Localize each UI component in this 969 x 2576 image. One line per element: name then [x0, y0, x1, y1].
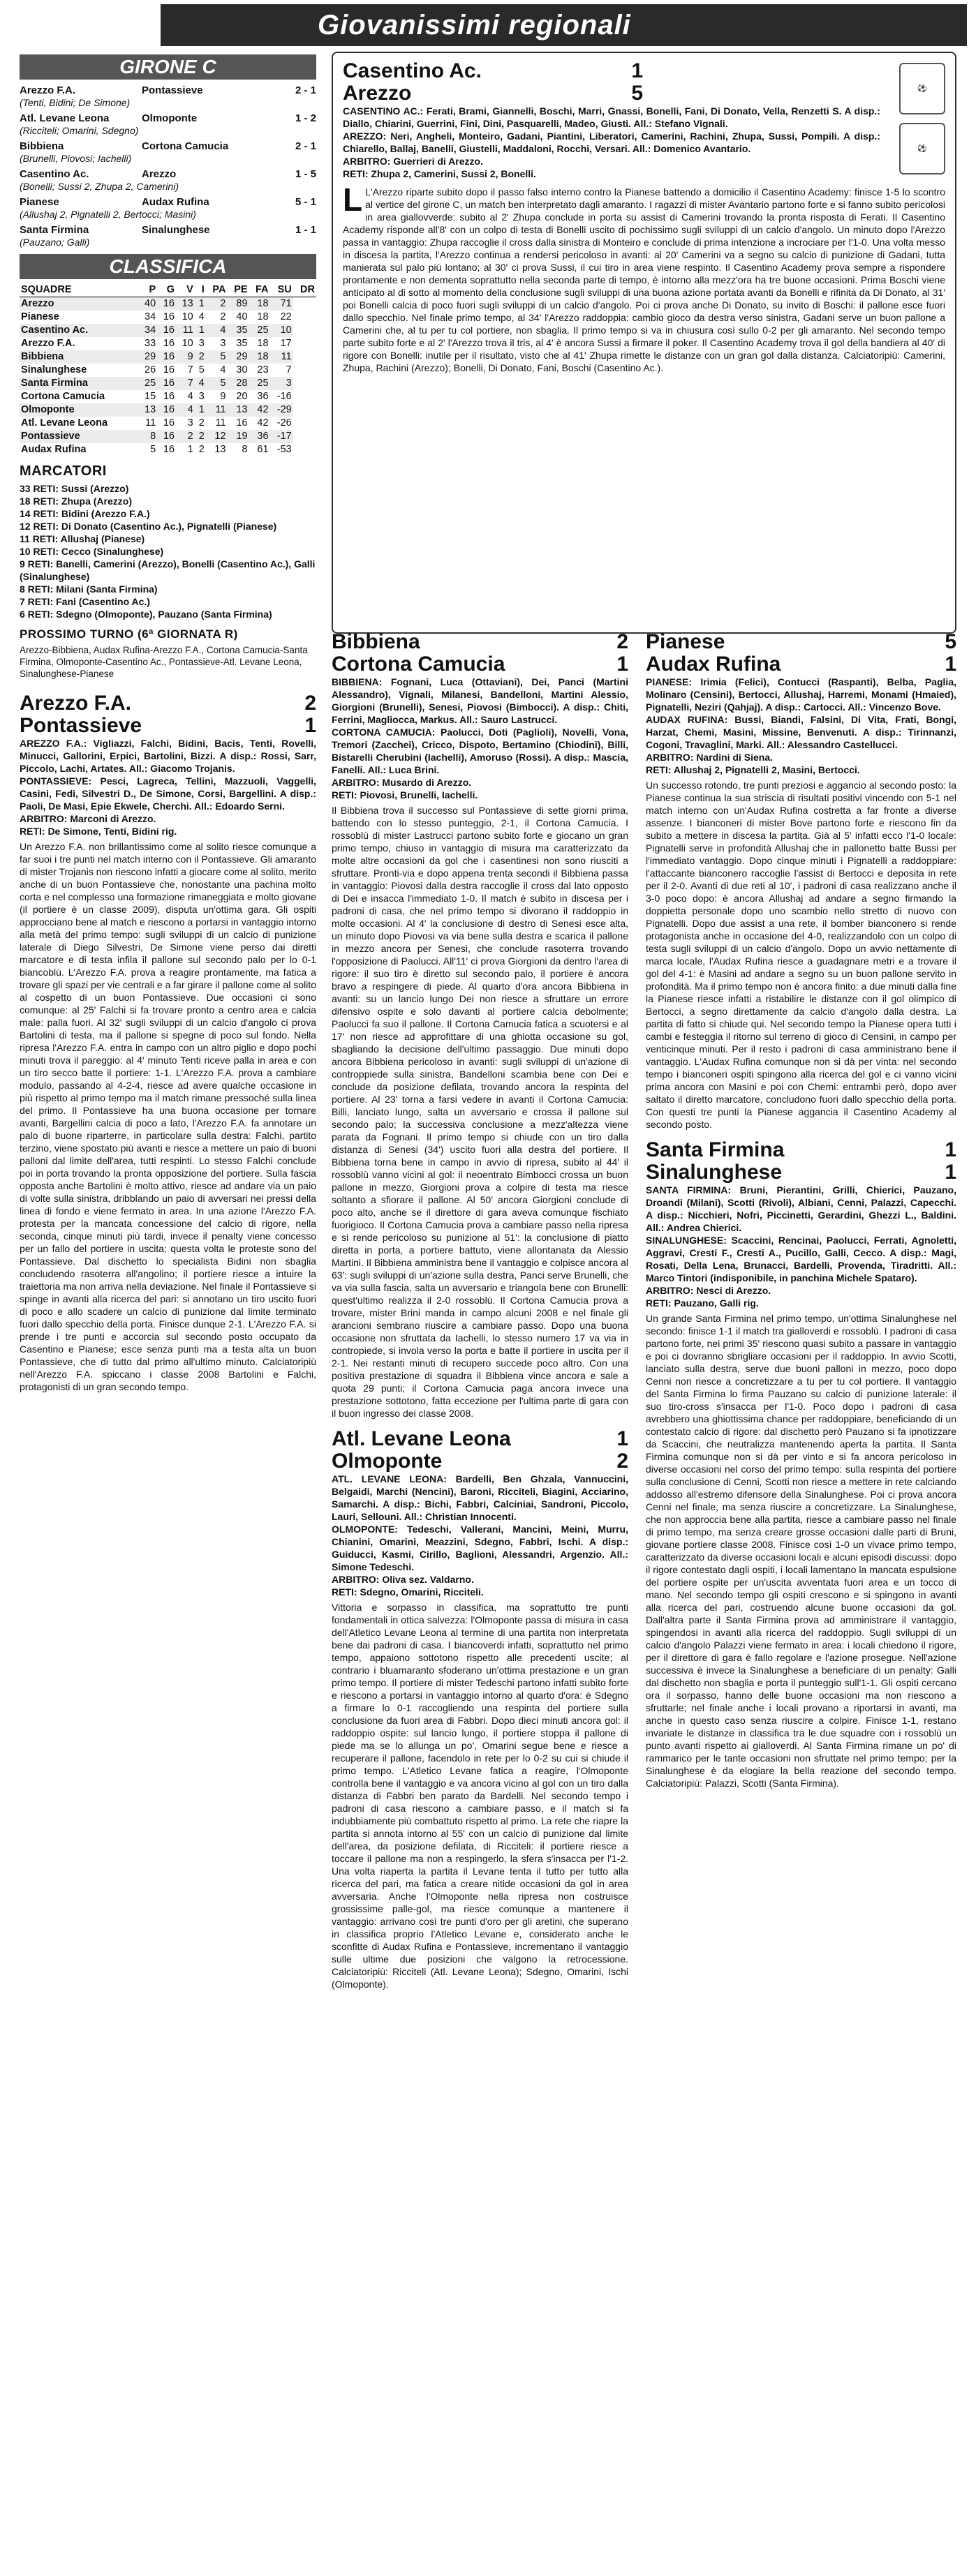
- standings-cell: -53: [276, 444, 292, 455]
- standings-cell: 16: [157, 430, 176, 443]
- standings-header-cell: PE: [228, 283, 249, 297]
- standings-cell: 61: [257, 444, 269, 455]
- standings-row: [20, 417, 316, 430]
- scorer-line: 9 RETI: Banelli, Camerini (Arezzo), Bonelli (Casentino Ac.), Galli (Sinalunghese): [20, 558, 316, 582]
- result-row: [20, 167, 316, 181]
- girone-title: GIRONE C: [20, 54, 316, 80]
- result-score: 2 - 1: [295, 140, 316, 152]
- standings-cell: 10: [182, 338, 193, 349]
- scorer-line: 11 RETI: Allushaj (Pianese): [20, 533, 145, 544]
- standings-cell: 16: [163, 311, 175, 322]
- result-score: 5 - 1: [295, 196, 316, 208]
- standings-cell: 16: [157, 324, 176, 337]
- standings-cell: 11: [270, 350, 293, 364]
- scorer-line: 8 RETI: Milani (Santa Firmina): [20, 583, 158, 595]
- standings-cell: 18: [249, 297, 270, 311]
- standings-header-cell: PA: [206, 283, 228, 297]
- standings-row: [20, 430, 316, 443]
- away-goals: 5: [631, 82, 643, 105]
- marcatori-title: MARCATORI: [20, 463, 107, 479]
- match-article: Il Bibbiena trova il successo sul Pontassieve di sette giorni prima, battendo con lo stesso punteggio, 2-1, il Cortona Camucia. I rossoblù di mister Lastrucci partono subito forte e giocano un gran primo tempo, chiuso in vantaggio di misura ma caratterizzato da molte altre occasioni da gol che i casentinesi non sono riusciti a sfruttare. Pronti-via e dopo appena trenta secondi il Bibbiena passa in vantaggio: Piovosi dalla destra raccoglie il cross dal lato opposto di Dei e insacca l'immediato 1-0. Il match è subito in discesa per i padroni di casa, che nel primo tempo si divorano il raddoppio in molte occasioni. Al 4' la conclusione di destro di Senesi esce alta, un minuto dopo Piovosi va via bene sulla destra e scarica il pallone in mezzo ancora per Senesi, che conclude rasoterra trovando l'opposizione di Paolucci. All'11' ci prova Giorgioni da dentro l'area di rigore: il suo tiro è diretto sul secondo palo, il portiere è ancora bravo a respingere di piede. Al quarto d'ora ancora Bibbiena in avanti: su un lancio lungo Dei non riesce a sfruttare un errore difensivo ospite e solo davanti al portiere calcia debolmente; Paolucci fa suo il pallone. Il Cortona Camucia fatica a scuotersi e al 17' non riesce ad approfittare di una ghiotta occasione su gol, sbagliando la decisione dell'ultimo passaggio. Due minuti dopo ancora Bibbiena pericoloso in avanti: sugli sviluppi di un'azione di controppiede sulla sinistra, Bandelloni scambia bene con Dei e conclude da posizione defilata, trovando ancora la respinta del portiere. Al 23' torna a farsi vedere in avanti il Cortona Camucia: Billi, lanciato lungo, salta un avversario e crossa il pallone sul secondo palo; la successiva conclusione a mezz'altezza viene parata da Fognani. Il primo tempo si chiude con un tiro dalla distanza di Senesi (34') uscito fuori alla destra del portiere. Il Bibbiena torna bene in campo in avvio di ripresa, subito al 44' il rossoblù vanno vicini al gol: il neoentrato Bimbocci crossa un buon pallone in mezzo, Giorgioni prova a colpire di testa ma riesce soltanto a sfiorare il pallone. Al 50' ancora Giorgioni conclude di poco alto, anche se il direttore di gara aveva comunque fischiato fuorigioco. Il Cortona Camucia prova a cambiare passo nella ripresa e si rende pericoloso su punizione al 51': la conclusione di piatto diretta in porta, a portiere battuto, viene allontanata da Alessio Martini. Il Bibbiena amministra bene il vantaggio e colpisce ancora al 63': sugli sviluppi di un'azione sulla destra, Panci serve Brunelli, che va via sulla fascia, salta un avversario e triangola bene con Brunelli: quest'ultimo realizza il 2-0 rossoblù. Il Cortona Camucia prova a trovare, mister Brini manda in campo alcuni 2008 e nel finale gli arancioni sembrano riuscire a cambiare passo. Dopo una buona occasione non sfruttata da Iachelli, lo stesso numero 17 va via in contropiede, si invola verso la porta e batte il portiere in uscita per il 2-1. Nei restanti minuti di recupero succede poco altro. Con una positiva prestazione di squadra il Bibbiena vince ancora e sale a quota 29 punti; il Cortona Camucia paga ancora invece una prestazione sottotono, fatta eccezione per l'ultima parte di gara con il buon ingresso dei classe 2008.: [332, 805, 628, 1419]
- home-goals: 1: [945, 1138, 956, 1161]
- standings-cell: 13: [228, 403, 249, 417]
- lineups: SANTA FIRMINA: Bruni, Pierantini, Grilli, Chierici, Pauzano, Droandi (Milani), Scotti (Rivoli), Albiani, Cenni, Palazzi, Capecchi. A disp.: Nicchieri, Nofri, Piccinetti, Gerardini, Ghezzi L., Baldini. All.: Andrea Chierici. SINALUNGHESE: Scaccini, Rencinai, Paolucci, Ferrati, Agnoletti, Aggravi, Cresti F., Cresti A., Pucillo, Galli, Cecco. A disp.: Magi, Rosati, Della Lena, Brunacci, Bardelli, Provenda, Tiradritti. All.: Marco Tintori (indisponibile, in panchina Michele Spataro). ARBITRO: Nesci di Arezzo. RETI: Pauzano, Galli rig.: [646, 1184, 956, 1309]
- result-scorers: (Allushaj 2, Pignatelli 2, Bertocci; Masini): [20, 209, 196, 220]
- standings-cell: 89: [228, 297, 249, 311]
- standings-cell: 16: [157, 377, 176, 390]
- standings-cell: 34: [138, 324, 157, 337]
- lineups: BIBBIENA: Fognani, Luca (Ottaviani), Dei, Panci (Martini Alessandro), Vignali, Milanesi, Bandelloni, Martini Alessio, Giorgioni (Brunelli), Senesi, Piovosi (Bimbocci). A disp.: Chiti, Ferrini, Magliocca, Markus. All.: Sauro Lastrucci. CORTONA CAMUCIA: Paolucci, Doti (Paglioli), Novelli, Vona, Tremori (Zacchei), Cricco, Dispoto, Bertamino (Chiodini), Billi, Bistarelli Cherubini (Iachelli), Amoruso (Rossi). A disp.: Mascia, Fanelli. All.: Luca Brini. ARBITRO: Musardo di Arezzo. RETI: Piovosi, Brunelli, Iachelli.: [332, 676, 628, 801]
- result-away: Arezzo: [142, 168, 177, 180]
- lineups: PIANESE: Irimia (Felici), Contucci (Raspanti), Belba, Paglia, Molinaro (Censini), Bertocci, Allushaj, Harremi, Monami (Hmaied), Pignatelli, Neziri (Qahjaj). A disp.: Cartocci. All.: Vincenzo Bove. AUDAX RUFINA: Bussi, Biandi, Falsini, Di Vita, Frati, Bongi, Harzat, Chemi, Masini, Missine, Benvenuti. A disp.: Tirinnanzi, Cogoni, Travaglini, Marki. All.: Alessandro Castellucci. ARBITRO: Nardini di Siena. RETI: Allushaj 2, Pignatelli 2, Masini, Bertocci.: [646, 676, 956, 775]
- standings-cell: 42: [249, 403, 270, 417]
- standings-cell: Arezzo F.A.: [21, 338, 75, 349]
- standings-cell: 15: [145, 391, 156, 402]
- classifica-title: CLASSIFICA: [20, 254, 316, 279]
- home-team: Atl. Levane Leona: [332, 1427, 511, 1450]
- standings-cell: 3: [198, 391, 205, 402]
- match-casentino: [332, 52, 956, 634]
- drop-cap: L: [343, 181, 363, 218]
- scorer-line: 14 RETI: Bidini (Arezzo F.A.): [20, 508, 150, 519]
- standings-cell: 22: [280, 311, 292, 322]
- standings-cell: 4: [187, 391, 193, 402]
- standings-cell: 4: [206, 324, 228, 337]
- right-area: [332, 52, 956, 1990]
- standings-row: [20, 350, 316, 364]
- standings-cell: 20: [236, 391, 248, 402]
- standings-cell: 16: [157, 350, 176, 364]
- standings-row: [20, 364, 316, 377]
- standings-header-cell: SU: [270, 283, 293, 297]
- standings-cell: 16: [163, 338, 175, 349]
- result-score: 1 - 1: [295, 224, 316, 236]
- prossimo-title: PROSSIMO TURNO (6ª GIORNATA R): [20, 627, 238, 641]
- match-away-row: [332, 1450, 628, 1473]
- standings-cell: 18: [257, 311, 269, 322]
- home-team: Arezzo F.A.: [20, 692, 132, 715]
- standings-cell: 36: [249, 430, 270, 443]
- standings-cell: 12: [206, 430, 228, 443]
- lineups: AREZZO F.A.: Vigliazzi, Falchi, Bidini, Bacis, Tenti, Rovelli, Minucci, Gallorini, Erpici, Bartolini, Bizzi. A disp.: Rossi, Sarr, Piccolo, Lachi, Artates. All.: Giacomo Trojanis. PONTASSIEVE: Pesci, Lagreca, Tellini, Mazzuoli, Vaggelli, Casini, Fedi, Silvestri D., De Simone, Corsi, Bargellini. A disp.: Paoli, De Masi, Epie Ekwele, Cherchi. All.: Edoardo Serni. ARBITRO: Marconi di Arezzo. RETI: De Simone, Tenti, Bidini rig.: [20, 738, 316, 837]
- standings-cell: 16: [163, 364, 175, 375]
- result-score: 1 - 2: [295, 112, 316, 124]
- standings-cell: 42: [257, 417, 269, 429]
- standings-cell: Atl. Levane Leona: [21, 417, 108, 429]
- home-goals: 1: [616, 1427, 628, 1450]
- standings-cell: 2: [198, 417, 205, 429]
- standings-cell: 5: [206, 377, 228, 390]
- standings-cell: 4: [198, 311, 205, 322]
- match-home-row: [343, 60, 643, 82]
- standings-cell: Cortona Camucia: [21, 391, 105, 402]
- standings-cell: 5: [198, 364, 205, 375]
- middle-column: [332, 631, 628, 1990]
- standings-cell: 16: [236, 417, 248, 429]
- standings-cell: 11: [145, 417, 156, 429]
- result-home: Pianese: [20, 196, 59, 208]
- standings-cell: 1: [195, 403, 206, 417]
- result-home: Casentino Ac.: [20, 168, 89, 180]
- match-home-row: [332, 631, 628, 653]
- standings-row: [20, 324, 316, 337]
- match-article: Un grande Santa Firmina nel primo tempo, un'ottima Sinalunghese nel secondo: finisce 1-1 il match tra gialloverdi e rossoblù. I padroni di casa partono forte, nei primi 35' riescono quasi subito a passare in vantaggio e poi ci dovranno sbrigliare occasioni per il raddoppio. In avvio Scotti, lanciato sulla destra, serve due buoni palloni in mezzo, poco dopo Cenni non riesce a concretizzare a tu per tu col portiere. Il vantaggio del Santa Firmina lo firma Pauzano su calcio di punizione laterale: il suo tiro-cross s'insacca per l'1-0. Poco dopo i padroni di casa avrebbero una ghiottissima chance per raddoppiare, beneficiando di un contestato calcio di rigore: dal dischetto però Pauzano si fa ipnotizzare da Scaccini, che neutralizza mantenendo aperta la partita. Il Santa Firmina comunque non si dà per vinto e si fa ancora pericoloso in diverse occasioni nel corso del primo tempo: sulla respinta del portiere sulla conclusione di Cenni, Scotti non riesce a mettere in rete calciando addosso all'estremo difensore della Sinalunghese. Poi ci prova ancora Cenni nel finale, ma senza riuscire a concretizzare. La Sinalunghese, che non approccia bene alla partita, riesce a cambiare passo nel finale di primo tempo, ma senza creare grosse occasioni dalle parti di Bruni, giovane portiere classe 2008. Finisce così 1-0 un vivace primo tempo, caratterizzato da diverse occasioni locali e alcuni episodi discussi: dopo il rigore contestato dagli ospiti, i locali lamentano la mancata espulsione del portiere ospite per un'uscita avventata fuori area e un tocco di mano. Nel secondo tempo gli ospiti crescono e si spingono in avanti alla ricerca del pari, costruendo alcune buone occasioni da gol. Dall'altra parte il Santa Firmina prova ad amministrare il vantaggio, spingendosi in avanti alla ricerca del raddoppio. Sugli sviluppi di un calcio d'angolo Palazzi viene fermato in area: i locali chiedono il rigore, per il direttore di gara è fallo regolare e l'azione prosegue. Nell'azione successiva è invece la Sinalunghese a beneficiare di un penalty: Galli dal dischetto non sbaglia e porta il punteggio sull'1-1. Gli ospiti cercano ora il sorpasso, hanno delle buone occasioni ma non riescono a sfruttarle; nel finale anche i locali provano a riportarsi in avanti, ma anche in questo caso senza riuscire a colpire. Finisce 1-1, restano invariate le distanze in classifica tra le due squadre con i rossoblù un punto avanti rispetto ai gialloverdi. Al Santa Firmina rimane un po' di rammarico per le tante occasioni non sfruttate nel primo tempo; per la Sinalunghese è da elogiare la bella reazione del secondo tempo. Calciatoripiù: Palazzi, Scotti (Santa Firmina).: [646, 1313, 956, 1789]
- result-scorers: (Tenti, Bidini; De Simone): [20, 97, 131, 108]
- standings-cell: 18: [249, 350, 270, 364]
- standings-cell: 25: [249, 377, 270, 390]
- match-home-row: [20, 692, 316, 715]
- standings-cell: 1: [187, 444, 193, 455]
- standings-cell: 4: [220, 364, 226, 375]
- standings-cell: 16: [157, 297, 176, 311]
- standings-cell: 29: [138, 350, 157, 364]
- standings-header-cell: SQUADRE: [20, 283, 138, 297]
- match-article: [343, 181, 945, 374]
- result-row: [20, 140, 316, 153]
- match-arezzofa: [20, 692, 316, 1393]
- standings-cell: 16: [157, 403, 176, 417]
- match-home-row: [646, 631, 956, 653]
- away-team: Olmoponte: [332, 1450, 443, 1473]
- home-team: Pianese: [646, 630, 725, 653]
- home-team: Santa Firmina: [646, 1138, 785, 1161]
- standings-header-cell: DR: [293, 283, 316, 297]
- result-home: Atl. Levane Leona: [20, 112, 110, 124]
- away-team: Arezzo: [343, 82, 412, 105]
- standings-cell: 4: [195, 377, 206, 390]
- match-away-row: [332, 653, 628, 676]
- standings-row: [20, 377, 316, 390]
- match-away-row: [343, 82, 643, 105]
- standings-cell: 40: [236, 311, 248, 322]
- away-goals: 1: [945, 653, 956, 676]
- standings-cell: 7: [187, 364, 193, 375]
- result-away: Pontassieve: [142, 84, 203, 96]
- standings-cell: 33: [145, 338, 156, 349]
- result-away: Cortona Camucia: [142, 140, 229, 152]
- standings-cell: 2: [206, 297, 228, 311]
- standings-cell: 25: [249, 324, 270, 337]
- match-article: Vittoria e sorpasso in classifica, ma soprattutto tre punti fondamentali in ottica salvezza: l'Olmoponte passa di misura in casa dell'Atletico Levane Leona al termine di una partita non interpretata bene dai padroni di casa. I biancoverdi infatti, soprattutto nel primo tempo, appaiono sottotono rispetto alle precedenti uscite; al contrario i bluamaranto sfoderano un'ottima prestazione e un gran primo tempo. Il portiere di mister Tedeschi partono infatti subito forte e riescono a portarsi in vantaggio intorno al quarto d'ora: è Sdegno a firmare lo 0-1 raccogliendo una respinta del portiere sulla conclusione da fuori area di Fabbri. Dopo dieci minuti ancora gol: il raddoppio ospite: sul lancio lungo, il portiere stoppa il pallone di piede ma se lo allunga un po', Omarini segue bene e riesce a recuperare il pallone, facendolo in rete per lo 0-2 su cui si chiude il primo tempo. L'Atletico Levane fatica a reagire, l'Olmoponte controlla bene il vantaggio e va ancora vicino al gol con un tiro dalla distanza di Fabbri ben parato da Bardelli. Nel secondo tempo i padroni di casa riescono a cambiare passo, e il match si fa indubbiamente più combattuto rispetto al primo. La rete che riapre la partita si annota intorno al 55' con un calcio di punizione dal limite dell'area, da posizione defilata, di Ricciteli: il portiere riesce a toccare il pallone ma non a respingerlo, la sfera s'insacca per l'1-2. Una volta riaperta la partita il Levane tenta il tutto per tutto alla ricerca del pari, ma fatica a creare nitide occasioni da gol in area avversaria. Anche l'Olmoponte nella ripresa non costruisce grossissime palle-gol, ma riesce comunque a mantenere il vantaggio: arrivano così tre punti d'oro per gli aretini, che superano in classifica proprio l'Atletico Levane e, considerato anche le sconfitte di Audax Rufina e Pontassieve, incrementano il vantaggio sulle ultime due posizioni che valgono la retrocessione. Calciatoripiù: Ricciteli (Atl. Levane Leona); Sdegno, Omarini, Ischi (Olmoponte).: [332, 1602, 628, 1990]
- home-team: Casentino Ac.: [343, 59, 482, 82]
- standings-header-cell: G: [157, 283, 176, 297]
- match-pianese: [646, 631, 956, 1131]
- away-team: Pontassieve: [20, 714, 142, 737]
- casentino-crest-icon: ⚽: [899, 63, 945, 114]
- standings-cell: 71: [270, 297, 293, 311]
- standings-cell: -17: [270, 430, 293, 443]
- standings-header-cell: I: [195, 283, 206, 297]
- result-row: [20, 112, 316, 125]
- away-team: Audax Rufina: [646, 653, 781, 676]
- standings-cell: 13: [176, 297, 195, 311]
- standings-cell: 7: [176, 377, 195, 390]
- match-bibbiena: [332, 631, 628, 1420]
- standings-cell: 2: [176, 430, 195, 443]
- scorer-line: 10 RETI: Cecco (Sinalunghese): [20, 546, 164, 557]
- result-away: Olmoponte: [142, 112, 198, 124]
- standings-cell: Arezzo: [20, 297, 138, 311]
- standings-cell: 19: [228, 430, 249, 443]
- result-scorers: (Bonelli; Sussi 2, Zhupa 2, Camerini): [20, 181, 179, 192]
- standings-cell: 16: [163, 444, 175, 455]
- home-goals: 2: [616, 630, 628, 653]
- standings-cell: -16: [276, 391, 292, 402]
- standings-row: [20, 337, 316, 350]
- standings-cell: 40: [138, 297, 157, 311]
- standings-cell: 3: [198, 338, 205, 349]
- lineups: CASENTINO AC.: Ferati, Brami, Giannelli, Boschi, Marri, Gnassi, Bonelli, Fani, Di Donato, Vella, Renzetti S. A disp.: Diallo, Chiarini, Guerrini, Fini, Dini, Pasquarelli, Madeo, Giusti. All.: Stefano Vignali. AREZZO: Neri, Angheli, Monteiro, Gadani, Piantini, Liberatori, Camerini, Rachini, Zhupa, Sussi, Pompili. A disp.: Chiarello, Ballaj, Banelli, Giustelli, Maddaloni, Rocchi, Versari. All.: Domenico Avantario. ARBITRO: Guerrieri di Arezzo. RETI: Zhupa 2, Camerini, Sussi 2, Bonelli.: [343, 105, 880, 179]
- standings-cell: 3: [187, 417, 193, 429]
- result-away: Audax Rufina: [142, 196, 209, 208]
- standings-cell: 35: [228, 324, 249, 337]
- standings-row: [20, 297, 316, 311]
- away-team: Cortona Camucia: [332, 653, 505, 676]
- match-levane: [332, 1428, 628, 1990]
- match-away-row: [646, 653, 956, 676]
- prossimo-text: Arezzo-Bibbiena, Audax Rufina-Arezzo F.A., Cortona Camucia-Santa Firmina, Olmoponte-Casentino Ac., Pontassieve-Atl. Levane Leona, Sinalunghese-Pianese: [20, 645, 308, 679]
- section-banner: Giovanissimi regionali: [161, 4, 967, 46]
- standings-cell: -26: [276, 417, 292, 429]
- standings-cell: 17: [280, 338, 292, 349]
- scorer-line: 18 RETI: Zhupa (Arezzo): [20, 496, 133, 507]
- standings-cell: 16: [163, 417, 175, 429]
- standings-cell: 10: [182, 311, 193, 322]
- scorers-list: [20, 482, 316, 620]
- standings-cell: 9: [176, 350, 195, 364]
- result-score: 1 - 5: [295, 168, 316, 180]
- standings-row: [20, 311, 316, 324]
- standings-cell: Pianese: [21, 311, 59, 322]
- standings-cell: 25: [138, 377, 157, 390]
- home-goals: 1: [631, 59, 643, 82]
- standings-cell: 34: [145, 311, 156, 322]
- result-row: [20, 223, 316, 237]
- article-text: L'Arezzo riparte subito dopo il passo falso interno contro la Pianese battendo a domicilio il Casentino Academy: finisce 1-5 lo scontro al vertice del girone C, un match ben interpretato dagli amaranto. I ragazzi di mister Avantario partono forte e si fanno subito pericolosi in area giallovverde: subito al 2' Zhupa conclude in porta su assist di Camerini trovando la pronta risposta di Ferati. Il Casentino Academy risponde all'8' con un colpo di testa di Bonelli uscito di pochissimo sugli sviluppi di un calcio d'angolo. Un minuto dopo l'Arezzo passa in vantaggio: Zhupa raccoglie il cross dalla sinistra di Monteiro e conclude di prima intenzione a incrociare per l'1-0. Una volta messo in discesa la partita, l'Arezzo continua a rendersi pericoloso in avanti: al 20' Camerini va a segno su calcio di punizione di Gadani, tutta manierata sul palo più lontano; al 30' ci prova Sussi, il cui tiro in area viene respinto. Il Casentino Academy prova sempre a rispondere prontamente e non dementa soprattutto nella seconda parte di tempo, è intorno alla mezz'ora ha tre buone occasioni. Prima Boschi viene anticipato al di sotto al momento della conclusione sugli sviluppi di una buona azione portata avanti da Bonelli e rifinita da Di Donato, al 31' poi Bonelli calcia di poco fuori sugli sviluppi di un calcio d'angolo. Poi ci prova anche Di Donato, su invito di Boschi: il pallone esce fuori dallo specchio. Nel finale primo tempo, al 34' l'Arezzo raddoppia: cambio gioco da destra verso sinistra, Gadani serve un buon pallone a Camerini che, al tu per tu col portiere, non sbaglia. Il primo tempo si va in chiusura così sullo 0-2 per gli amaranto. Nel secondo tempo parte subito forte e al 2' l'Arezzo trova il tris, al 4' è ancora Sussi a firmare il poker. Il Casentino Academy trova il gol della bandiera al 40' di rigore con Bonelli: inutile per il risultato, visto che al 41' Zhupa rimette le distanze con un gran gol dalla distanza. Calciatoripiù: Camerini, Zhupa, Rachini (Arezzo); Bonelli, Di Donato, Fani, Boschi (Casentino Ac.).: [343, 186, 945, 373]
- standings-cell: 2: [220, 311, 226, 322]
- standings-cell: Bibbiena: [20, 350, 138, 364]
- standings-cell: 1: [195, 297, 206, 311]
- standings-cell: 11: [176, 324, 195, 337]
- standings-cell: 29: [228, 350, 249, 364]
- standings-cell: Audax Rufina: [21, 444, 87, 455]
- standings-cell: 8: [242, 444, 248, 455]
- match-home-row: [646, 1139, 956, 1161]
- result-scorers: (Brunelli, Piovosi; Iachelli): [20, 153, 132, 164]
- match-away-row: [20, 715, 316, 737]
- lineups: ATL. LEVANE LEONA: Bardelli, Ben Ghzala, Vannuccini, Belgaidi, Marchi (Nencini), Baroni, Ricciteli, Biagini, Acciarino, Samarchi. A disp.: Bichi, Fabbri, Calciniai, Sandroni, Piccolo, Lauri, Sellouni. All.: Christian Innocenti. OLMOPONTE: Tedeschi, Vallerani, Mancini, Meini, Murru, Chianini, Omarini, Meazzini, Sdegno, Fabbri, Ischi. A disp.: Guiducci, Kasmi, Cirillo, Baglioni, Alessandri, Argenzio. All.: Simone Tedeschi. ARBITRO: Oliva sez. Valdarno. RETI: Sdegno, Omarini, Ricciteli.: [332, 1473, 628, 1598]
- match-article: Un Arezzo F.A. non brillantissimo come al solito riesce comunque a far suoi i tre punti nel match interno con il Pontassieve. Gli amaranto di mister Trojanis non riescono infatti a giocare come al solito, merito anche di un buon Pontassieve che, nonostante una pachina molto corta e nel complesso una formazione rimaneggiata e molto giovane (il portiere è un classe 2009), disputa un'ottima gara. Gli ospiti approcciano bene al match e riescono a portarsi in vantaggio intorno alla metà del primo tempo: sugli sviluppi di un calcio di punizione laterale di Diego Silvestri, De Simone viene perso dai diretti marcatore e di testa infila il pallone sul secondo palo per lo 0-1 biancoblù. L'Arezzo F.A. prova a reagire prontamente, ma fatica a trovare gli spazi per vie centrali e a far girare il pallone come al solito al cospetto di un buon Pontassieve. Due occasioni ci sono comunque: al 25' Falchi si fa trovare pronto a centro area e calcia male: palla fuori. Al 32' sugli sviluppi di un calcio d'angolo ci prova Bartolini di testa, ma il pallone si spegne di poco sul fondo. Nella ripresa l'Arezzo F.A. entra in campo con un altro piglio e dopo pochi minuti trova il pareggio: al 4' minuto Tenti riceve palla in area e con un tiro secco batte il portiere: 1-1. L'Arezzo F.A. prova a cambiare modulo, passando al 4-2-4, riesce ad avere qualche occasione in più rispetto al primo tempo ma il match rimane pressoché sulla linea del primo. Il Pontassieve ha una buona occasione per tornare avanti, Bargellini calcia di poco a lato, l'Arezzo F.A. fa annotare un palo di buone riparterre, in particolare sulla destra: Falchi, partito terzino, viene spostato più avanti e riesce a mettere un paio di buoni palloni dal limite dell'area, tutti respinti. Lo stesso Falchi conclude poi in porta trovando la pronta opposizione del portiere. Sulla fascia opposta anche Bartolini è molto attivo, riesce ad andare via un paio di volte sulla sinistra, dribblando un paio di avversari nei pressi della linea di fondo e viene fermato in area. In una azione l'Arezzo F.A. protesta per la mancata concessione del calcio di rigore, nella seconda, cinque minuti più tardi, invece il penalty viene concesso per un fallo del portiere in uscita; questa volta le proteste sono del Pontassieve. Dal dischetto lo specialista Bidini non sbaglia concludendo rasoterra all'angolino; il portiere riesce a intuire la traiettoria ma non arriva nella deviazione. Nel finale il Pontassieve si spinge in avanti alla ricerca del pari: si annotano un tiro uscito fuori di poco e allo scadere un calcio di punizione dal limite terminato fuori dallo specchio della porta. Finisce dunque 2-1. L'Arezzo F.A. si prende i tre punti e accorcia sul secondo posto occupato da Casentino e Pianese; esce senza punti ma a testa alta un buon Pontassieve, che di tutto dal primo all'ultimo minuto. Calciatoripiù nell'Arezzo F.A. spiccano i classe 2008 Bartolini e Falchi, protagonisti di un gran secondo tempo.: [20, 841, 316, 1392]
- home-team: Bibbiena: [332, 630, 420, 653]
- away-goals: 1: [945, 1161, 956, 1184]
- standings-header: [20, 283, 316, 297]
- home-goals: 2: [304, 692, 316, 715]
- standings-cell: 35: [236, 338, 248, 349]
- standings-cell: Sinalunghese: [21, 364, 87, 375]
- right-column: [646, 631, 956, 1789]
- standings-cell: 7: [286, 364, 292, 375]
- standings-cell: 2: [198, 444, 205, 455]
- standings-header-cell: P: [138, 283, 157, 297]
- standings-cell: Santa Firmina: [20, 377, 138, 390]
- standings-cell: -29: [270, 403, 293, 417]
- scorer-line: 7 RETI: Fani (Casentino Ac.): [20, 596, 150, 607]
- standings-cell: 1: [195, 324, 206, 337]
- standings-cell: 11: [215, 417, 226, 429]
- standings-cell: 30: [236, 364, 248, 375]
- away-team: Sinalunghese: [646, 1161, 783, 1184]
- standings-cell: 8: [138, 430, 157, 443]
- standings-row: [20, 390, 316, 403]
- arezzo-crest-icon: ⚽: [899, 123, 945, 174]
- standings-cell: Olmoponte: [20, 403, 138, 417]
- result-scorers: (Pauzano; Galli): [20, 237, 90, 248]
- scorer-line: 6 RETI: Sdegno (Olmoponte), Pauzano (Santa Firmina): [20, 609, 272, 620]
- standings-cell: 23: [257, 364, 269, 375]
- match-away-row: [646, 1161, 956, 1184]
- standings-cell: 13: [138, 403, 157, 417]
- standings-cell: 10: [270, 324, 293, 337]
- standings-cell: 11: [206, 403, 228, 417]
- standings-cell: 26: [145, 364, 156, 375]
- standings-cell: 3: [270, 377, 293, 390]
- standings-row: [20, 443, 316, 456]
- results-list: [20, 84, 316, 248]
- match-article: Un successo rotondo, tre punti preziosi e aggancio al secondo posto: la Pianese continua la sua striscia di risultati positivi vincendo con 5-1 nel match interno con un'Audax Rufina costretta a far fronte a diverse assenze. I bianconeri di mister Bove partono forte e riescono fin da subito a mettere in discesa la partita. Già al 5' infatti ecco l'1-0 locale: Pignatelli serve in profondità Allushaj che in pallonetto batte Bussi per l'immediato vantaggio. Dopo cinque minuti i Pignatelli a raddoppiare: l'attaccante bianconero raccoglie l'assist di Bertocci e deposita in rete per il 2-0. Avanti di due reti al 10', i padroni di casa realizzano anche il 3-0 poco dopo: è ancora Allushaj ad andare a segno firmando la doppietta personale dopo uno scambio nello stretto di nuovo con Pignatelli. Dopo due assist a una rete, il bomber bianconero si rende protagonista anche in occasione del 4-0, realizzandolo con un colpo di testa sugli sviluppi di un calcio d'angolo. Dopo un avvio nettamente di marca locale, l'Audax Rufina riesce a guadagnare metri e a trovare il gol del 4-1: è Masini ad andare a segno su un buon pallone servito in profondità. Ma il primo tempo non è ancora finito: a due minuti dalla fine la Pianese riesce infatti a ristabilire le distanze con il gol olimpico di Bertocci, a segno direttamente da calcio d'angolo dalla destra. La partita di fatto si chiude qui. Nel secondo tempo la Pianese opera tutti i cambi e festeggia il ritorno sul terreno di gioco di Censini, in campo per venticinque minuti. Per il resto i padroni di casa amministrano bene il vantaggio. L'Audax Rufina comunque non si dà per vinta: nel secondo tempo i bianconeri ospiti spingono alla ricerca del gol e ci vanno vicini prima ancora con Masini e poi con Chemi: entrambi però, dopo aver saltato il diretto marcatore, concludono fuori dallo specchio della porta. Con questi tre punti la Pianese aggancia il Casentino Academy al secondo posto.: [646, 780, 956, 1130]
- standings-header-cell: V: [176, 283, 195, 297]
- standings-cell: 2: [195, 350, 206, 364]
- standings-cell: 5: [150, 444, 156, 455]
- standings-row: [20, 403, 316, 417]
- standings-header-cell: FA: [249, 283, 270, 297]
- scorer-line: 12 RETI: Di Donato (Casentino Ac.), Pignatelli (Pianese): [20, 521, 277, 532]
- match-home-row: [332, 1428, 628, 1450]
- result-home: Bibbiena: [20, 140, 64, 152]
- standings-cell: 4: [176, 403, 195, 417]
- match-santafirmina: [646, 1139, 956, 1789]
- result-away: Sinalunghese: [142, 224, 210, 236]
- standings-cell: 13: [214, 444, 226, 455]
- standings-cell: 28: [228, 377, 249, 390]
- standings-table: [20, 283, 316, 456]
- result-home: Arezzo F.A.: [20, 84, 76, 96]
- home-goals: 5: [945, 630, 956, 653]
- standings-cell: 3: [220, 338, 226, 349]
- result-row: [20, 195, 316, 209]
- standings-cell: 16: [163, 391, 175, 402]
- standings-cell: 9: [220, 391, 226, 402]
- standings-cell: Casentino Ac.: [20, 324, 138, 337]
- standings-cell: 5: [206, 350, 228, 364]
- standings-cell: 18: [257, 338, 269, 349]
- away-goals: 1: [616, 653, 628, 676]
- standings-body: [20, 297, 316, 457]
- result-scorers: (Ricciteli; Omarini, Sdegno): [20, 125, 139, 136]
- standings-cell: 36: [257, 391, 269, 402]
- result-score: 2 - 1: [295, 84, 316, 96]
- standings-cell: Pontassieve: [20, 430, 138, 443]
- scorer-line: 33 RETI: Sussi (Arezzo): [20, 483, 129, 494]
- away-goals: 2: [616, 1450, 628, 1473]
- left-column: [20, 52, 316, 1393]
- result-row: [20, 84, 316, 97]
- away-goals: 1: [304, 714, 316, 737]
- standings-cell: 2: [195, 430, 206, 443]
- result-home: Santa Firmina: [20, 224, 89, 236]
